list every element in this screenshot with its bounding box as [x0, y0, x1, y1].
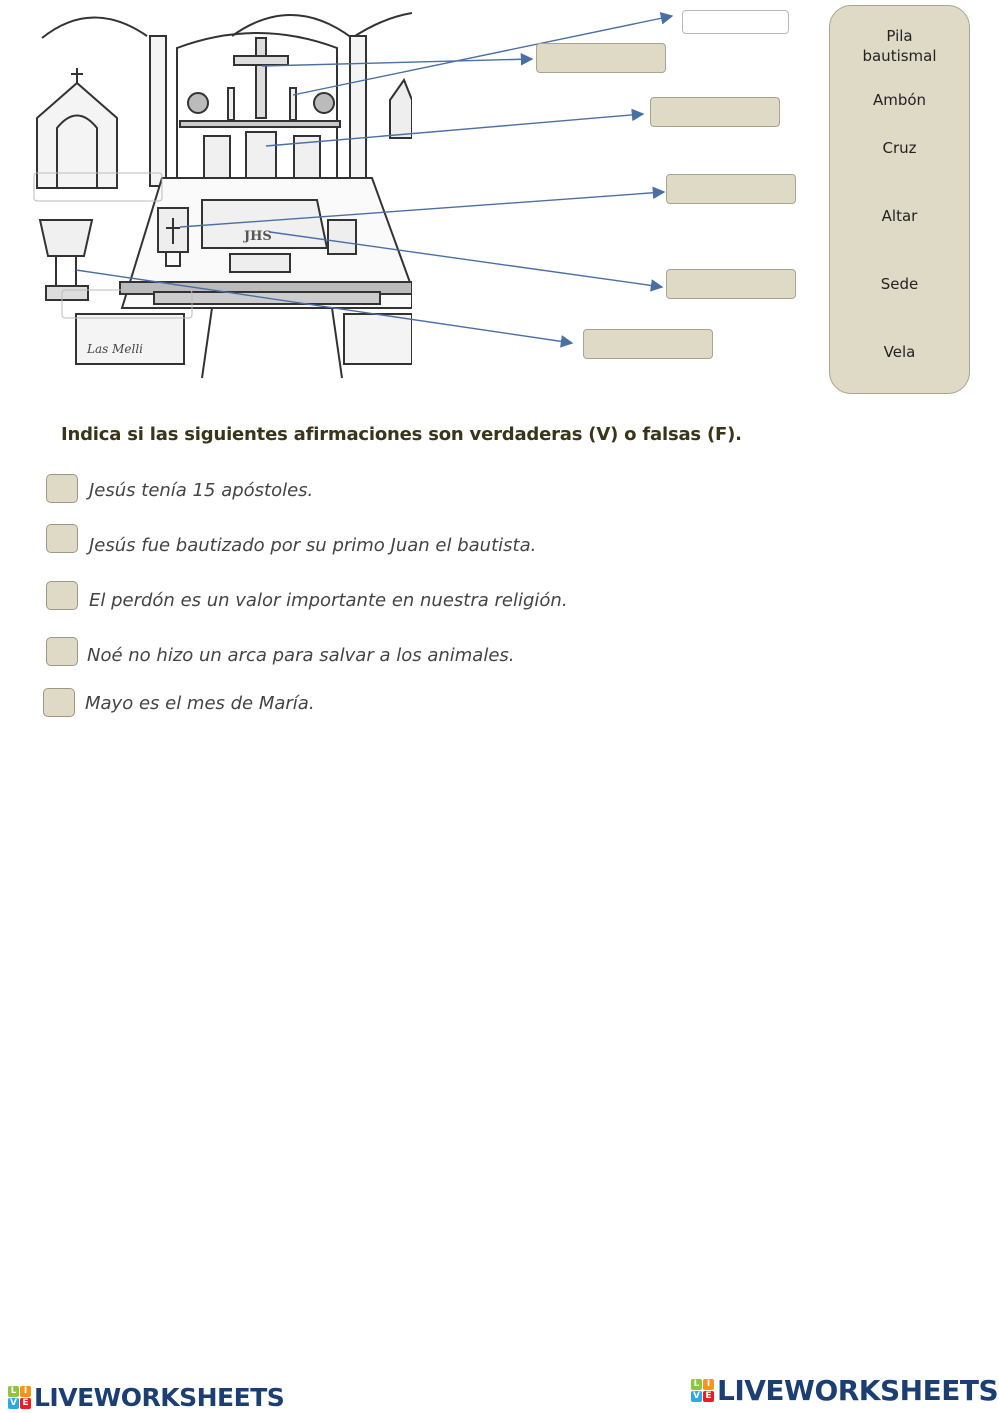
arrow-to-box-4 [180, 192, 664, 227]
vf-answer-box-3[interactable] [46, 581, 78, 610]
liveworksheets-logo-icon: L I V E [691, 1379, 714, 1402]
word-altar[interactable]: Altar [881, 207, 918, 225]
vf-answer-box-4[interactable] [46, 637, 78, 666]
answer-box-5[interactable] [666, 269, 796, 299]
instruction-heading: Indica si las siguientes afirmaciones son verdaderas (V) o falsas (F). [61, 424, 742, 445]
artist-signature: Las Melli [87, 342, 143, 356]
statement-2: Jesús fue bautizado por su primo Juan el bautista. [89, 535, 537, 556]
arrow-to-box-6 [76, 270, 572, 343]
statement-4: Noé no hizo un arca para salvar a los animales. [87, 645, 515, 666]
altar-cloth-text: JHS [244, 229, 272, 244]
answer-box-4[interactable] [666, 174, 796, 204]
statement-3: El perdón es un valor importante en nuestra religión. [89, 590, 568, 611]
vf-answer-box-1[interactable] [46, 474, 78, 503]
word-sede[interactable]: Sede [880, 275, 919, 293]
footer-logo-left[interactable] [8, 1383, 284, 1412]
answer-box-1[interactable] [682, 10, 789, 34]
brand-name: LIVEWORKSHEETS [34, 1383, 285, 1412]
word-bank [829, 5, 970, 394]
footer-logo-right[interactable] [691, 1374, 998, 1407]
vf-answer-box-2[interactable] [46, 524, 78, 553]
vf-answer-box-5[interactable] [43, 688, 75, 717]
arrow-to-box-5 [270, 232, 662, 287]
answer-box-2[interactable] [536, 43, 666, 73]
brand-name: LIVEWORKSHEETS [717, 1374, 999, 1407]
word-label: Pila bautismal [862, 27, 937, 65]
statement-1: Jesús tenía 15 apóstoles. [89, 480, 314, 501]
arrow-to-box-3 [266, 114, 643, 146]
statement-5: Mayo es el mes de María. [85, 693, 315, 714]
liveworksheets-logo-icon: L I V E [8, 1386, 31, 1409]
arrow-to-box-2 [262, 59, 532, 66]
word-pila-bautismal[interactable] [830, 26, 969, 66]
word-cruz[interactable]: Cruz [882, 139, 917, 157]
answer-box-3[interactable] [650, 97, 780, 127]
word-ambon[interactable]: Ambón [872, 91, 927, 109]
word-vela[interactable]: Vela [883, 343, 916, 361]
answer-box-6[interactable] [583, 329, 713, 359]
